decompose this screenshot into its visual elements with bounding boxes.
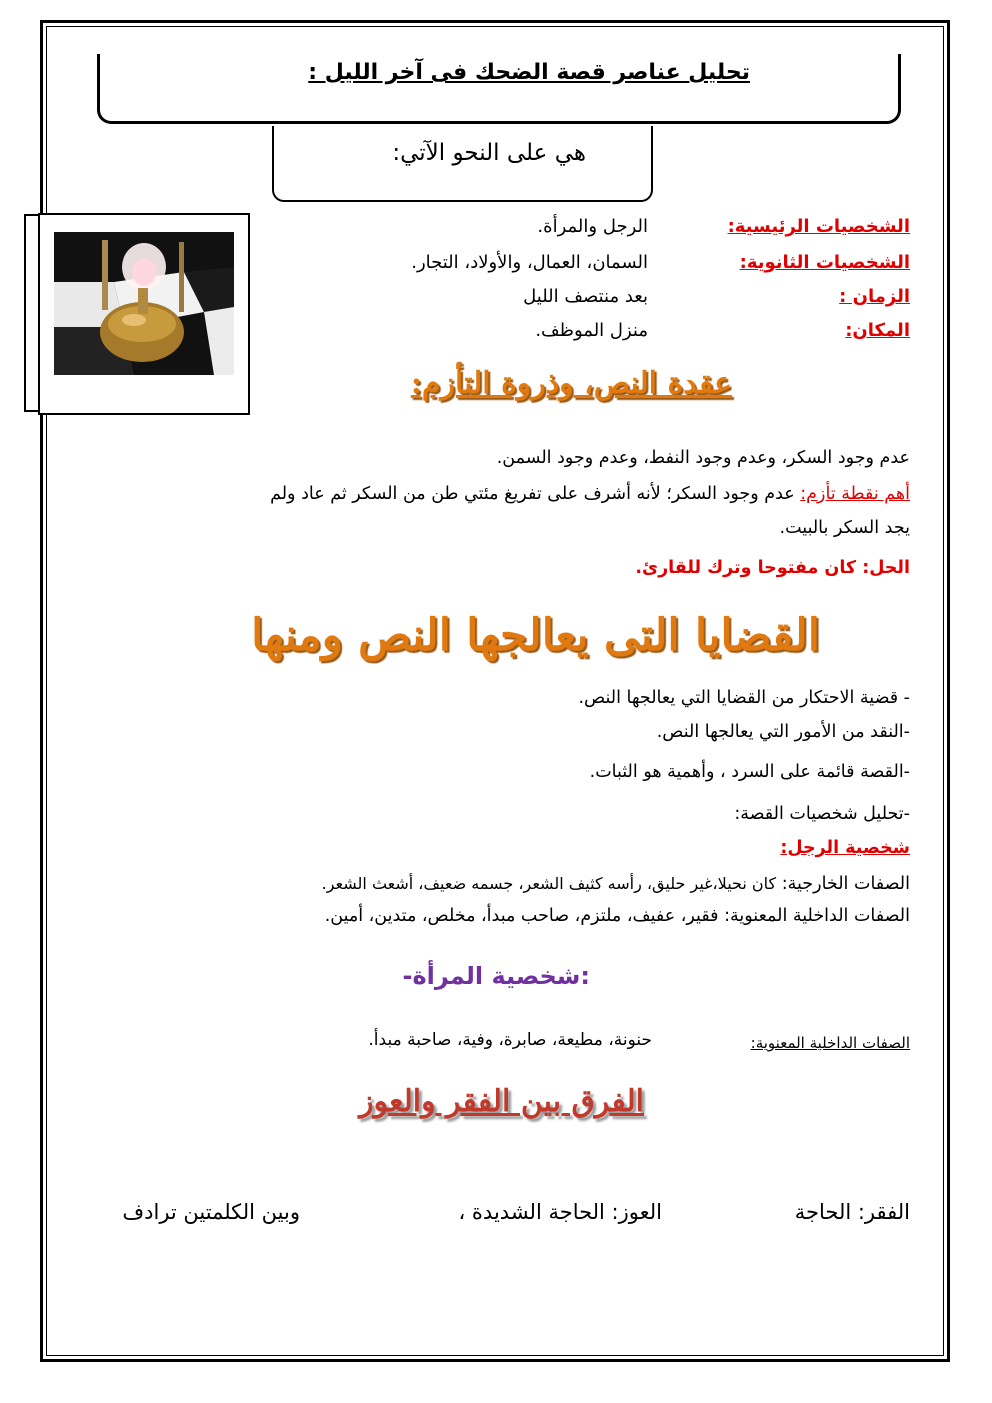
outer-traits-label: الصفات الخارجية: xyxy=(781,874,910,894)
secondary-characters-value: السمان، العمال، والأولاد، التجار. xyxy=(411,252,648,273)
time-label: الزمان : xyxy=(839,286,910,307)
issue-item: -النقد من الأمور التي يعالجها النص. xyxy=(656,722,910,742)
outer-traits-value: كان نحيلا،غير حليق، رأسه كثيف الشعر، جسمه ضعيف، أشعث الشعر. xyxy=(321,874,777,893)
woman-inner-label: الصفات الداخلية المعنوية: xyxy=(750,1034,910,1052)
main-characters-value: الرجل والمرأة. xyxy=(537,216,648,237)
subtitle: هي على النحو الآتي: xyxy=(392,140,586,166)
peak-text: عدم وجود السكر؛ لأنه أشرف على تفريغ مئتي طن من السكر ثم عاد ولم xyxy=(270,484,795,504)
synonym-note: وبين الكلمتين ترادف xyxy=(122,1200,300,1224)
climax-line: عدم وجود السكر، وعدم وجود النفط، وعدم وجود السمن. xyxy=(496,448,910,468)
climax-peak-continued: يجد السكر بالبيت. xyxy=(779,518,910,538)
issue-item: -القصة قائمة على السرد ، وأهمية هو الثبات. xyxy=(589,762,910,782)
man-outer-traits xyxy=(90,868,910,900)
peak-label: أهم نقطة تأزم: xyxy=(800,484,910,504)
issue-item: - قضية الاحتكار من القضايا التي يعالجها النص. xyxy=(578,688,910,708)
climax-peak xyxy=(70,478,910,510)
solution: الحل: كان مفتوحا وترك للقارئ. xyxy=(635,558,910,578)
page-title: تحليل عناصر قصة الضحك فى آخر الليل : xyxy=(308,60,750,85)
issue-item: -تحليل شخصيات القصة: xyxy=(734,804,910,824)
place-value: منزل الموظف. xyxy=(535,320,648,341)
woman-heading: :شخصية المرأة- xyxy=(402,962,590,990)
secondary-characters-label: الشخصيات الثانوية: xyxy=(739,252,910,273)
woman-inner-value: حنونة، مطيعة، صابرة، وفية، صاحبة مبدأ. xyxy=(368,1030,652,1050)
place-label: المكان: xyxy=(845,320,910,341)
poverty-definition: الفقر: الحاجة xyxy=(794,1200,910,1224)
time-value: بعد منتصف الليل xyxy=(523,286,648,307)
climax-heading: عقدة النص، وذروة التأزم: xyxy=(410,366,732,401)
difference-heading: الفرق بين الفقر والعوز xyxy=(359,1084,644,1119)
man-heading: شخصية الرجل: xyxy=(780,838,910,858)
main-characters-label: الشخصيات الرئيسية: xyxy=(727,216,910,237)
man-inner-traits: الصفات الداخلية المعنوية: فقير، عفيف، ملتزم، صاحب مبدأ، مخلص، متدين، أمين. xyxy=(324,906,910,926)
issues-heading: القضايا التى يعالجها النص ومنها xyxy=(251,610,820,661)
kerosene-stove-image xyxy=(54,232,234,375)
need-definition: العوز: الحاجة الشديدة ، xyxy=(458,1200,662,1224)
